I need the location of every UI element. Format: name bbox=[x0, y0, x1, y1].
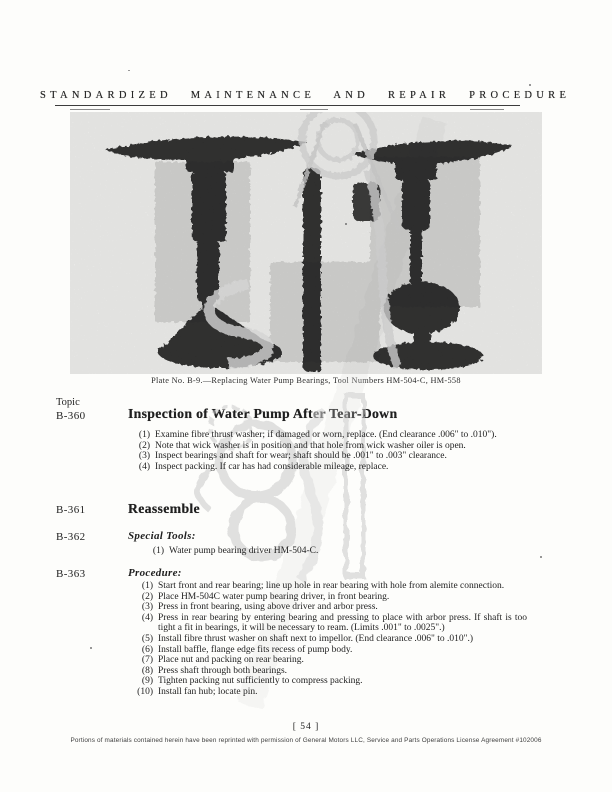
list-item bbox=[126, 613, 527, 634]
list-item bbox=[126, 602, 527, 613]
scan-speck bbox=[529, 84, 531, 86]
section-title-b360: Inspection of Water Pump After Tear-Down bbox=[128, 406, 398, 421]
item-text: Examine fibre thrust washer; if damaged or worn, replace. (End clearance .006" to .010"). bbox=[155, 430, 497, 440]
item-text: Tighten packing nut sufficiently to compress packing. bbox=[158, 676, 363, 687]
header-rule-fragment bbox=[300, 109, 328, 110]
header-rule-fragment bbox=[470, 109, 504, 110]
scan-speck bbox=[90, 647, 92, 649]
scan-speck bbox=[540, 556, 542, 558]
section-title-b361: Reassemble bbox=[128, 501, 200, 516]
item-text: Install baffle, flange edge fits recess of pump body. bbox=[158, 644, 353, 655]
section-code-b361: B-361 bbox=[56, 504, 86, 516]
item-text: Install fan hub; locate pin. bbox=[158, 686, 258, 697]
page-number: [ 54 ] bbox=[292, 722, 320, 732]
list-item bbox=[126, 451, 527, 462]
photo-grain bbox=[70, 112, 542, 374]
topic-column-label: Topic bbox=[56, 397, 80, 408]
item-number: (7) bbox=[141, 655, 153, 666]
section-code-b362: B-362 bbox=[56, 531, 86, 543]
item-number: (5) bbox=[141, 633, 153, 644]
section-title-b363: Procedure: bbox=[128, 567, 182, 579]
item-text: Place nut and packing on rear bearing. bbox=[158, 655, 304, 666]
item-number: (2) bbox=[141, 591, 153, 602]
item-text: Press in front bearing, using above driver and arbor press. bbox=[158, 602, 378, 613]
license-footer: Portions of materials contained herein have been reprinted with permission of General Motors LLC, Service and Parts Operations License Agreement #102006 bbox=[70, 737, 542, 744]
item-text: Note that wick washer is in position and that hole from wick washer oiler is open. bbox=[155, 440, 466, 451]
item-text: Start front and rear bearing; line up hole in rear bearing with hole from alemite connection. bbox=[158, 581, 505, 591]
page-header-title: STANDARDIZED MAINTENANCE AND REPAIR PROCEDURE bbox=[40, 90, 571, 101]
list-b362 bbox=[148, 546, 488, 557]
item-number: (6) bbox=[141, 644, 153, 655]
item-number: (9) bbox=[141, 676, 153, 687]
item-text: Water pump bearing driver HM-504-C. bbox=[169, 546, 319, 556]
header-rule-fragment bbox=[70, 109, 110, 110]
list-item bbox=[126, 634, 527, 645]
list-b360 bbox=[126, 430, 527, 472]
item-number: (8) bbox=[141, 665, 153, 676]
item-text: Press shaft through both bearings. bbox=[158, 665, 288, 676]
item-text: Place HM-504C water pump bearing driver, in front bearing. bbox=[158, 591, 390, 602]
section-code-b360: B-360 bbox=[56, 410, 86, 422]
list-item bbox=[148, 546, 488, 557]
list-item bbox=[126, 462, 527, 473]
item-number: (1) bbox=[141, 581, 153, 591]
item-number: (1) bbox=[138, 430, 150, 440]
item-number: (2) bbox=[138, 440, 150, 451]
item-number: (10) bbox=[137, 686, 153, 697]
list-item bbox=[126, 655, 527, 666]
list-item bbox=[126, 441, 527, 452]
section-code-b363: B-363 bbox=[56, 568, 86, 580]
list-item bbox=[126, 676, 527, 687]
item-text: Press in rear bearing by entering bearing and pressing to place with arbor press. If shaft is too tight a fit in bearings, it will be necessary to ream. (Limits .001" to .0025".) bbox=[158, 612, 527, 634]
list-item bbox=[126, 645, 527, 656]
scan-speck bbox=[128, 70, 130, 71]
list-item bbox=[126, 592, 527, 603]
list-item bbox=[126, 430, 527, 441]
item-text: Install fibre thrust washer on shaft next to impellor. (End clearance .006" to .010".) bbox=[158, 633, 474, 644]
list-item bbox=[126, 687, 527, 698]
item-number: (4) bbox=[138, 461, 150, 472]
item-text: Inspect bearings and shaft for wear; shaft should be .001" to .003" clearance. bbox=[155, 451, 447, 462]
section-title-b362: Special Tools: bbox=[128, 530, 196, 542]
list-item bbox=[126, 666, 527, 677]
item-number: (3) bbox=[141, 602, 153, 613]
item-number: (4) bbox=[141, 612, 153, 623]
item-number: (3) bbox=[138, 451, 150, 462]
header-rule bbox=[55, 105, 520, 106]
list-b363 bbox=[126, 581, 527, 698]
item-text: Inspect packing. If car has had considerable mileage, replace. bbox=[155, 461, 389, 472]
item-number: (1) bbox=[152, 546, 164, 556]
plate-photo-water-pump-bearings bbox=[70, 112, 542, 374]
plate-caption: Plate No. B-9.—Replacing Water Pump Bearings, Tool Numbers HM-504-C, HM-558 bbox=[151, 376, 461, 385]
list-item bbox=[126, 581, 527, 592]
